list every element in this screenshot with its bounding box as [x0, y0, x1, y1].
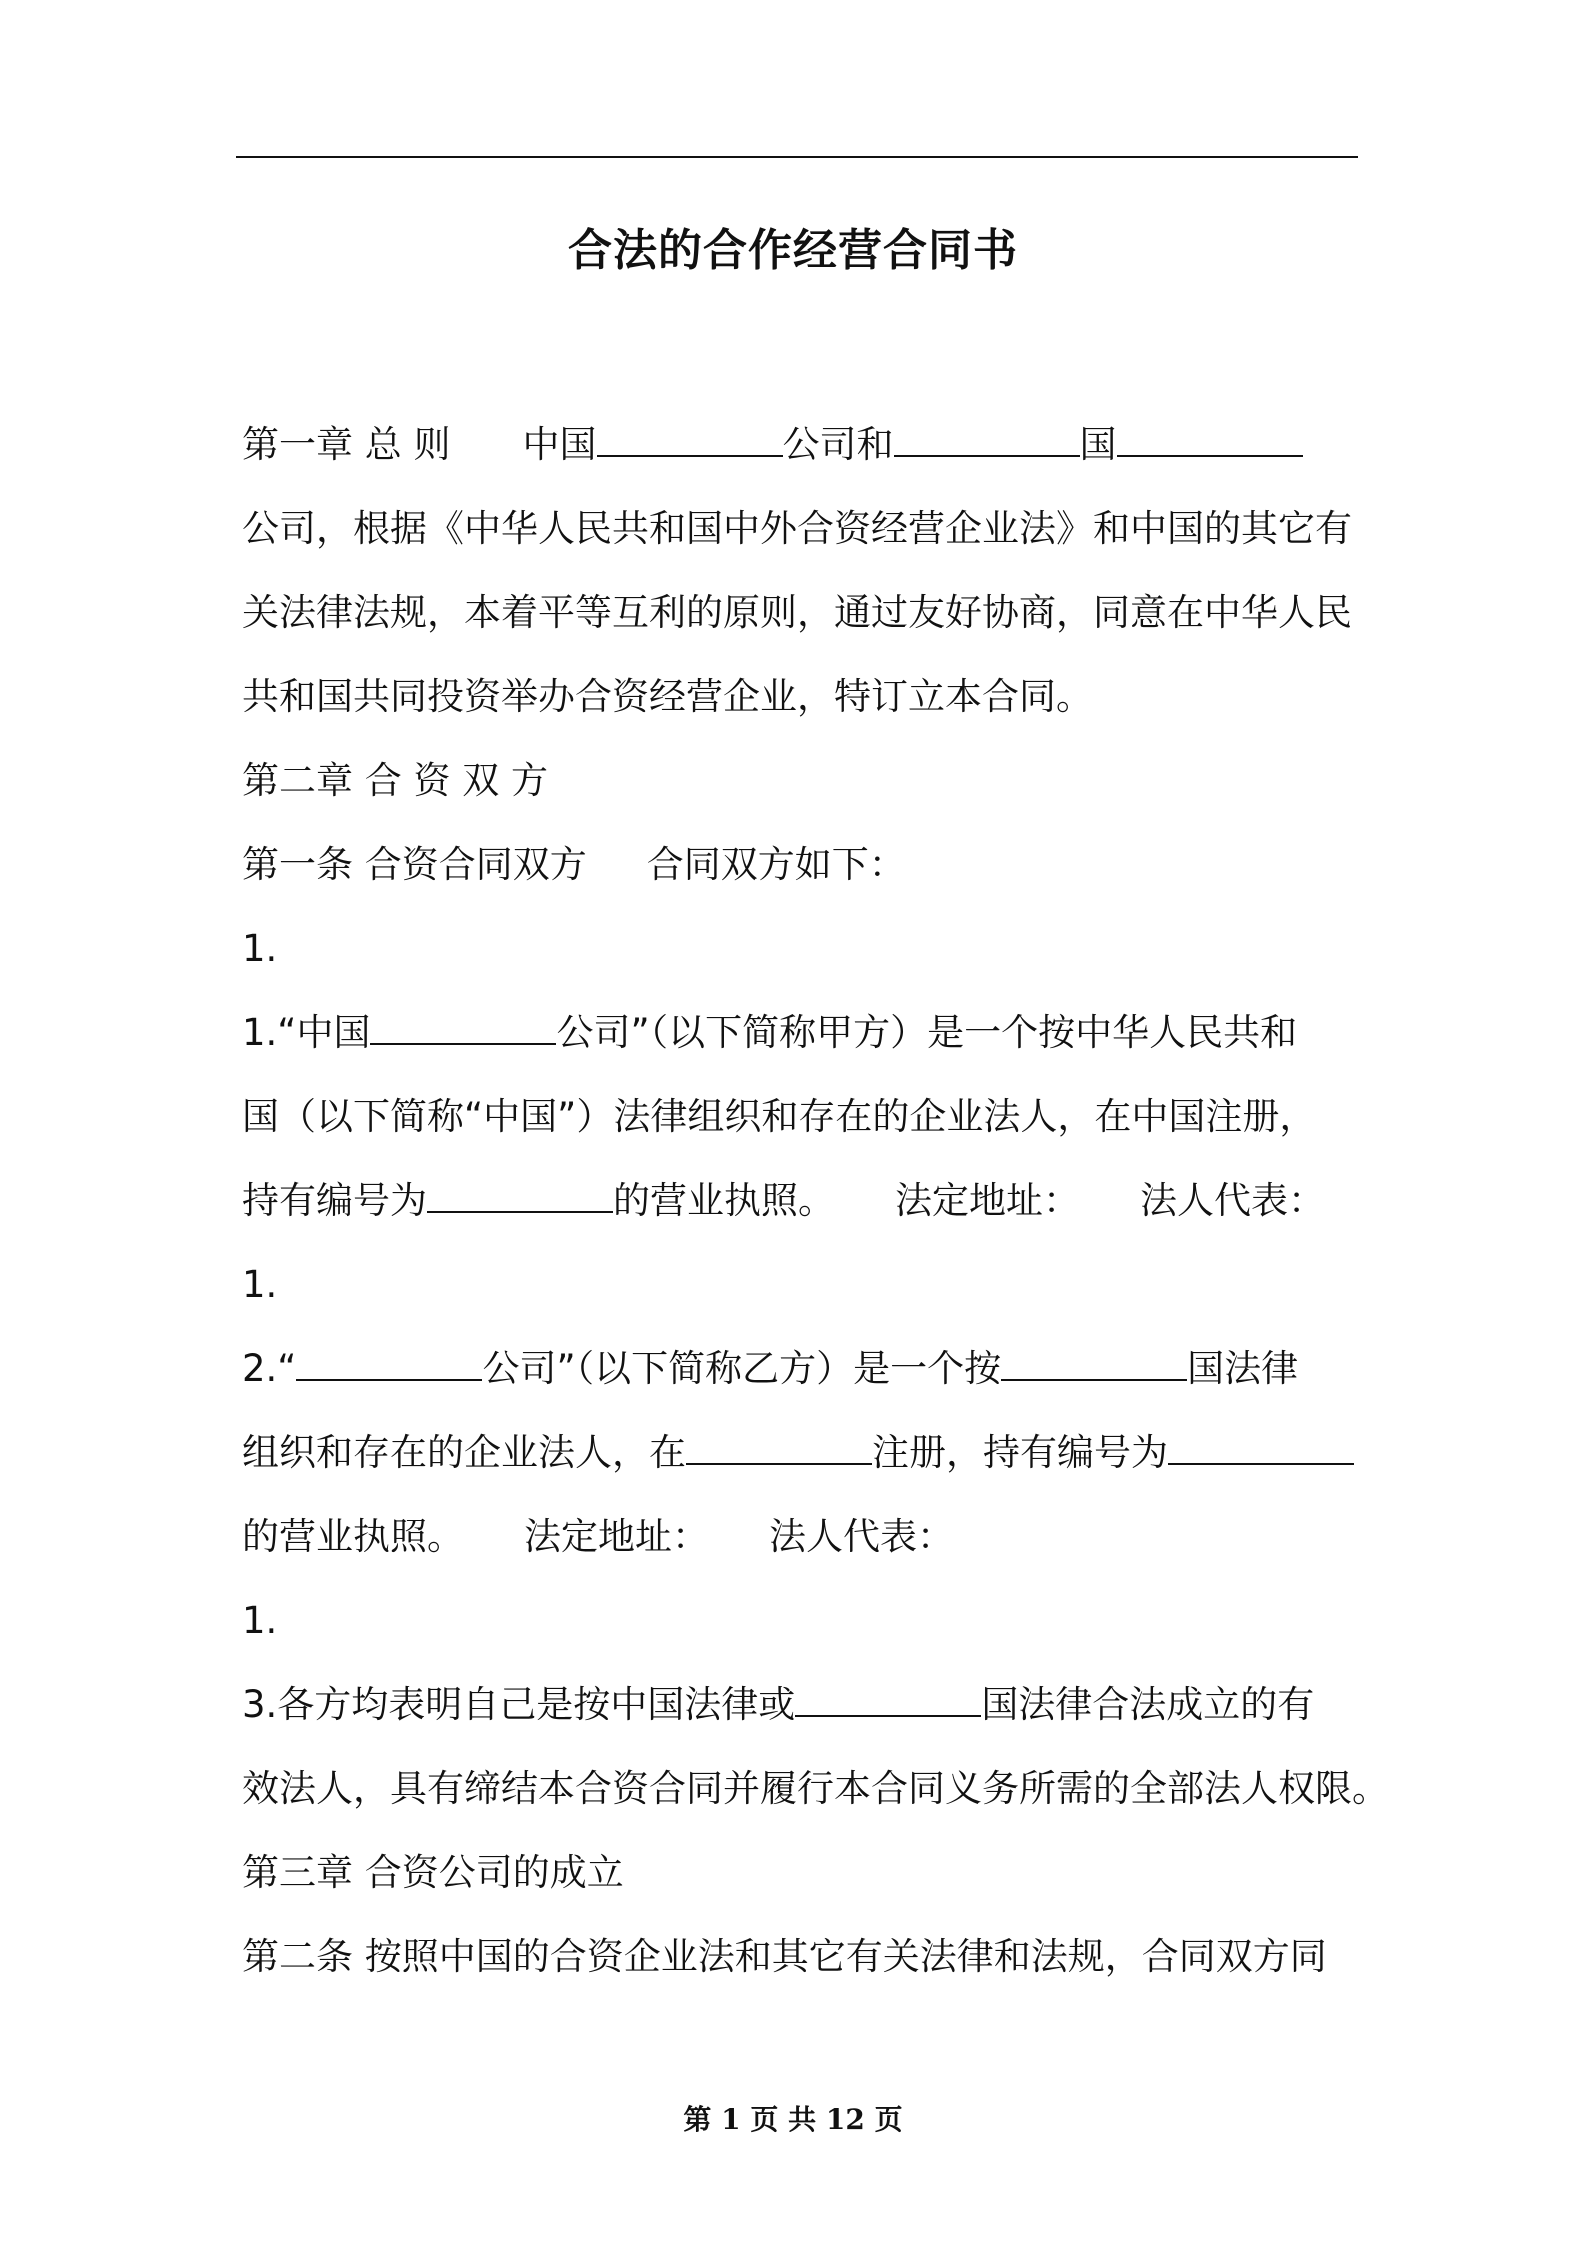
- party-b-register-line: [242, 1411, 1360, 1495]
- blank-field: [296, 1349, 482, 1381]
- blank-field: [686, 1433, 872, 1465]
- text: 中国: [522, 423, 597, 466]
- article-1-heading: 第一条 合资合同双方: [242, 843, 587, 886]
- legal-representative-label: 法人代表：: [1140, 1179, 1325, 1222]
- legal-address-label: 法定地址：: [524, 1515, 709, 1558]
- document-body: [242, 403, 1389, 1999]
- statement-line: [242, 1663, 1360, 1747]
- blank-field: [1117, 425, 1303, 457]
- article-2-line: 第二条 按照中国的合资企业法和其它有关法律和法规，合同双方同: [242, 1935, 1327, 1978]
- party-b-line: [242, 1327, 1360, 1411]
- header-divider: [236, 156, 1358, 158]
- list-number: 1.: [242, 927, 278, 970]
- article-1-line: [242, 823, 1360, 907]
- chapter-2-heading: 第二章 合 资 双 方: [242, 759, 549, 802]
- chapter-1-heading: 第一章 总 则: [242, 423, 451, 466]
- text: 国法律合法成立的有: [981, 1683, 1315, 1726]
- paragraph-line: 公司，根据《中华人民共和国中外合资经营企业法》和中国的其它有: [242, 507, 1352, 550]
- text: 合同双方如下：: [646, 843, 906, 886]
- text: 2.“: [242, 1347, 297, 1390]
- text: 持有编号为: [242, 1179, 427, 1222]
- blank-field: [894, 425, 1080, 457]
- list-number: 1.: [242, 1263, 278, 1306]
- text: 国: [1079, 423, 1117, 466]
- party-a-license-line: [242, 1159, 1360, 1243]
- text: 的营业执照。: [242, 1515, 464, 1558]
- text: 国法律: [1187, 1347, 1299, 1390]
- text: 1.“中国: [242, 1011, 371, 1054]
- paragraph-line: 关法律法规，本着平等互利的原则，通过友好协商，同意在中华人民: [242, 591, 1352, 634]
- blank-field: [370, 1013, 556, 1045]
- blank-field: [1168, 1433, 1354, 1465]
- text: 组织和存在的企业法人，在: [242, 1431, 686, 1474]
- text: 公司”（以下简称乙方）是一个按: [482, 1347, 1002, 1390]
- blank-field: [1001, 1349, 1187, 1381]
- paragraph-line: 国（以下简称“中国”）法律组织和存在的企业法人，在中国注册，: [242, 1095, 1317, 1138]
- text: 公司和: [782, 423, 894, 466]
- document-title: 合法的合作经营合同书: [568, 225, 1018, 276]
- blank-field: [597, 425, 783, 457]
- page-number-footer: 第 1 页 共 12 页: [683, 2103, 903, 2136]
- text: 注册，持有编号为: [872, 1431, 1168, 1474]
- blank-field: [795, 1685, 981, 1717]
- legal-address-label: 法定地址：: [895, 1179, 1080, 1222]
- line-chapter-1: [242, 403, 1360, 487]
- blank-field: [427, 1181, 613, 1213]
- chapter-3-heading: 第三章 合资公司的成立: [242, 1851, 624, 1894]
- list-number: 1.: [242, 1599, 278, 1642]
- paragraph-line: 效法人，具有缔结本合资合同并履行本合同义务所需的全部法人权限。: [242, 1767, 1389, 1810]
- text: 的营业执照。: [613, 1179, 835, 1222]
- legal-representative-label: 法人代表：: [769, 1515, 954, 1558]
- party-a-line: [242, 991, 1360, 1075]
- text: 3.各方均表明自己是按中国法律或: [242, 1683, 796, 1726]
- paragraph-line: 共和国共同投资举办合资经营企业，特订立本合同。: [242, 675, 1093, 718]
- text: 公司”（以下简称甲方）是一个按中华人民共和: [556, 1011, 1298, 1054]
- party-b-license-line: [242, 1495, 1360, 1579]
